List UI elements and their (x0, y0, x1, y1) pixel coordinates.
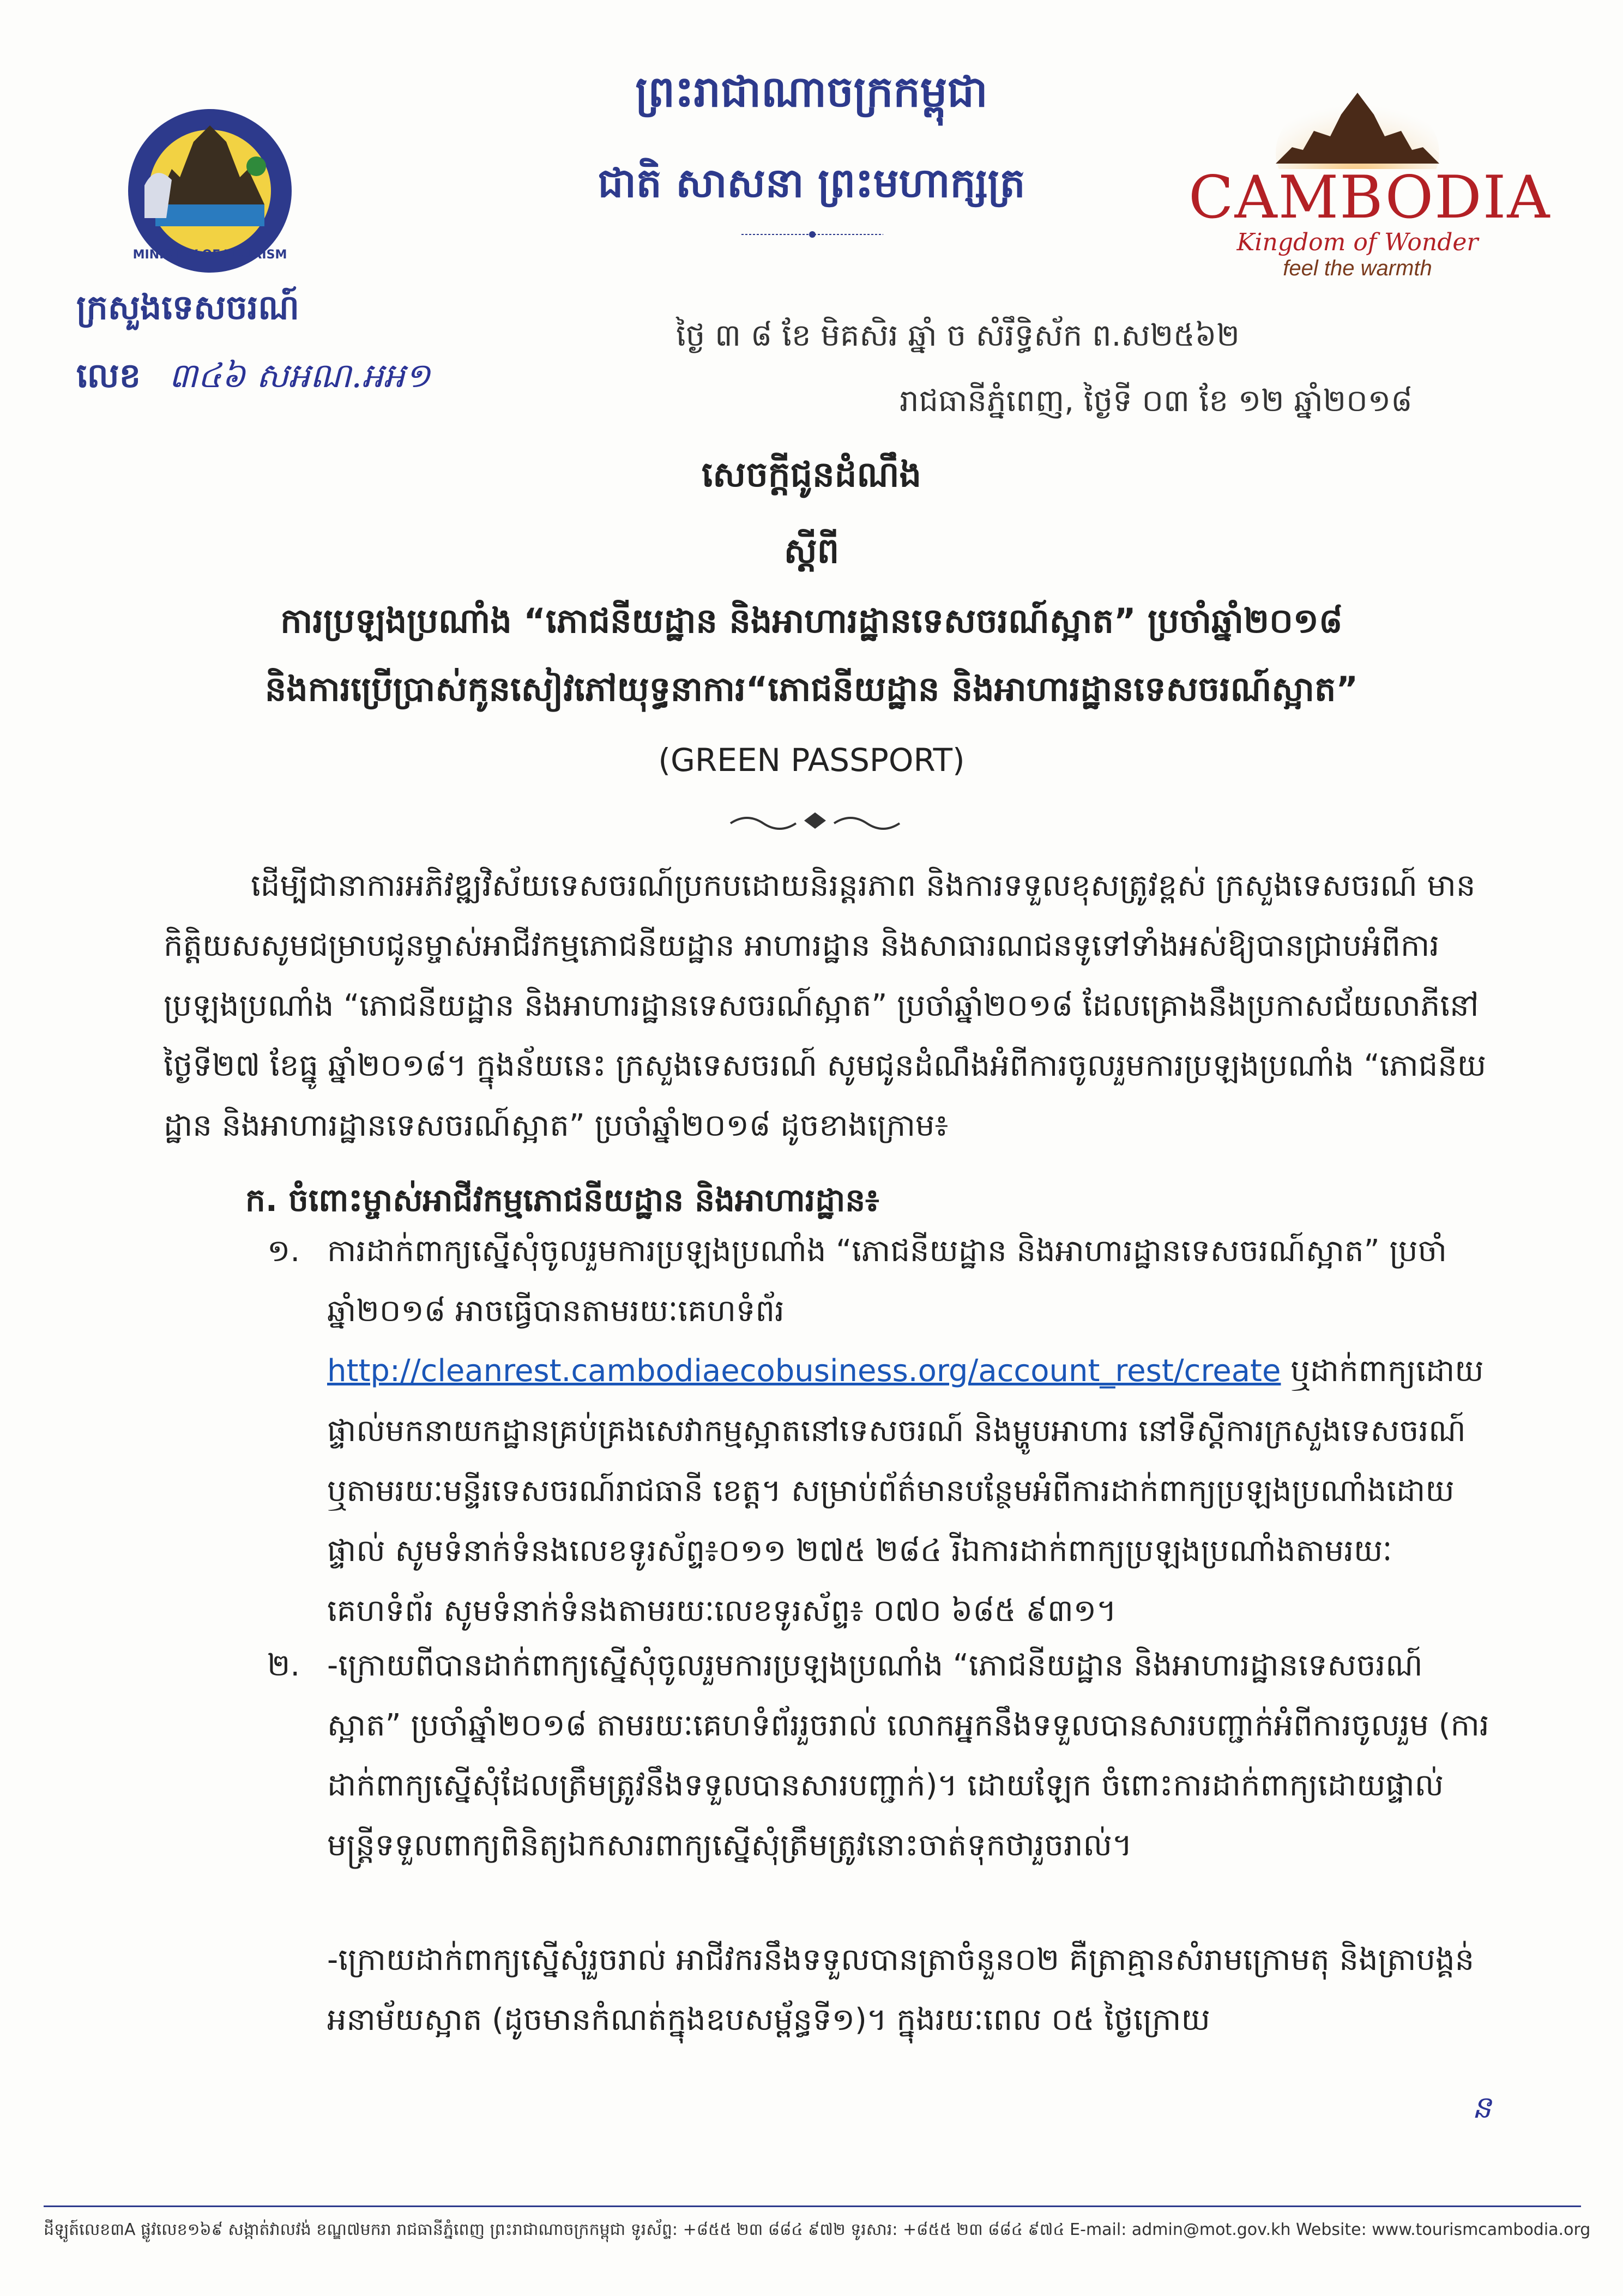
notice-title: សេចក្តីជូនដំណឹង (701, 455, 922, 495)
green-passport-label: (GREEN PASSPORT) (658, 742, 965, 779)
intro-paragraph: ដើម្បីជានាការអភិវឌ្ឍវិស័យទេសចរណ៍ប្រកបដោយនិរន្តរភាព និងការទទួលខុសត្រូវខ្ពស់ ក្រសួងទេសចរណ៍ មានកិត្តិយសសូមជម្រាបជូនម្ចាស់អាជីវកម្មភោជនីយដ្ឋាន អាហារដ្ឋាន និងសាធារណជនទូទៅទាំងអស់ឱ្យបានជ្រាបអំពីការប្រឡងប្រណាំង “ភោជនីយដ្ឋាន និងអាហារដ្ឋានទេសចរណ៍ស្អាត” ប្រចាំឆ្នាំ២០១៨ ដែលគ្រោងនឹងប្រកាសជ័យលាភីនៅថ្ងៃទី២៧ ខែធ្នូ ឆ្នាំ២០១៨។ ក្នុងន័យនេះ ក្រសួងទេសចរណ៍ សូមជូនដំណឹងអំពីការចូលរួមការប្រឡងប្រណាំង “ភោជនីយដ្ឋាន និងអាហារដ្ឋានទេសចរណ៍ស្អាត” ប្រចាំឆ្នាំ២០១៨ ដូចខាងក្រោម៖ (164, 868, 1487, 1143)
item-number: ២. (267, 1648, 300, 1683)
footer-address: ដីឡូត៍លេខ៣A ផ្លូវលេខ១៦៩ សង្កាត់វាលវង់ ខណ្ឌ៧មករា រាជធានីភ្នំពេញ ព្រះរាជាណាចក្រកម្ពុជា ទូរស័ព្ទ: +៨៥៥ ២៣ ៨៨៤ ៩៧២ ទូរសារ: +៨៥៥ ២៣ ៨៨៤ ៩៧៤ E-mail: admin@mot.gov.kh Website: www.tourismcambodia.org (44, 2220, 1591, 2239)
national-motto: ជាតិ សាសនា ព្រះមហាក្សត្រ (598, 160, 1025, 207)
letter-number-value: ៣៤៦ សអណ.អអ១ (168, 355, 431, 395)
lunar-date: ថ្ងៃ ៣ ៨ ខែ មិគសិរ ឆ្នាំ ច សំរឹទ្ធិស័ក ព.ស២៥៦២ (676, 318, 1240, 353)
item2-text: -ក្រោយពីបានដាក់ពាក្យស្នើសុំចូលរួមការប្រឡងប្រណាំង “ភោជនីយដ្ឋាន និងអាហារដ្ឋានទេសចរណ៍ស្អាត” ប្រចាំឆ្នាំ២០១៨ តាមរយៈគេហទំព័ររួចរាល់ លោកអ្នកនឹងទទួលបានសារបញ្ជាក់អំពីការចូលរួម (ការដាក់ពាក្យស្នើសុំដែលត្រឹមត្រូវនឹងទទួលបានសារបញ្ជាក់)។ ដោយឡែក ចំពោះការដាក់ពាក្យដោយផ្ទាល់ មន្ត្រីទទួលពាក្យពិនិត្យឯកសារពាក្យស្នើសុំត្រឹមត្រូវនោះចាត់ទុកថារួចរាល់។ (327, 1648, 1489, 1863)
notice-subject-label: ស្តីពី (783, 531, 840, 571)
ornament-divider (725, 807, 905, 834)
notice-subject-line2: និងការប្រើប្រាស់កូនសៀវភៅយុទ្ធនាការ“ភោជនីយដ្ឋាន និងអាហារដ្ឋានទេសចរណ៍ស្អាត” (264, 669, 1359, 709)
letter-number-label: លេខ (76, 355, 141, 395)
header-divider (741, 229, 883, 240)
item1-text-pre: ការដាក់ពាក្យស្នើសុំចូលរួមការប្រឡងប្រណាំង “ភោជនីយដ្ឋាន និងអាហារដ្ឋានទេសចរណ៍ស្អាត” ប្រចាំឆ្នាំ២០១៨ អាចធ្វើបានតាមរយៈគេហទំព័រ (327, 1233, 1447, 1329)
solar-date: រាជធានីភ្នំពេញ, ថ្ងៃទី ០៣ ខែ ១២ ឆ្នាំ២០១៨ (900, 383, 1413, 419)
item1-text-post: ឬដាក់ពាក្យដោយផ្ទាល់មកនាយកដ្ឋានគ្រប់គ្រងសេវាកម្មស្អាតនៅទេសចរណ៍ និងម្ហូបអាហារ នៅទីស្តីការក្រសួងទេសចរណ៍ ឬតាមរយៈមន្ទីរទេសចរណ៍រាជធានី ខេត្ត។ សម្រាប់ព័ត៌មានបន្ថែមអំពីការដាក់ពាក្យប្រឡងប្រណាំងដោយផ្ទាល់ សូមទំនាក់ទំនងលេខទូរស័ព្ទ៖០១១ ២៧៥ ២៨៤ រីឯការដាក់ពាក្យប្រឡងប្រណាំងតាមរយៈគេហទំព័រ សូមទំនាក់ទំនងតាមរយៈលេខទូរស័ព្ទ៖ ០៧០ ៦៨៥ ៩៣១។ (327, 1353, 1484, 1629)
registration-link[interactable]: http://cleanrest.cambodiaecobusiness.org/account_rest/create (327, 1353, 1281, 1389)
brand-name: CAMBODIA (1188, 164, 1551, 232)
letter-number (76, 354, 431, 404)
ministry-name: ក្រសួងទេសចរណ៍ (76, 287, 299, 327)
brand-tagline: Kingdom of Wonder (1236, 228, 1479, 256)
initial-mark: ន (1472, 2090, 1492, 2125)
seal-caption: MINISTRY OF TOURISM (132, 248, 287, 262)
section-a-heading: ក. ចំពោះម្ចាស់អាជីវកម្មភោជនីយដ្ឋាន និងអាហារដ្ឋាន៖ (245, 1182, 879, 1219)
item3-text: -ក្រោយដាក់ពាក្យស្នើសុំរួចរាល់ អាជីវករនឹងទទួលបានត្រាចំនួន០២ គឺត្រាគ្មានសំរាមក្រោមតុ និងត្រាបង្គន់អនាម័យស្អាត (ដូចមានកំណត់ក្នុងឧបសម្ព័ន្ធទី១)។ ក្នុងរយៈពេល ០៥ ថ្ងៃក្រោយ (327, 1942, 1475, 2038)
item-number: ១. (267, 1233, 300, 1269)
brand-slogan: feel the warmth (1283, 256, 1432, 280)
kingdom-heading: ព្រះរាជាណាចក្រកម្ពុជា (635, 68, 988, 117)
list-item (327, 1930, 1494, 2050)
notice-subject-line1: ការប្រឡងប្រណាំង “ភោជនីយដ្ឋាន និងអាហារដ្ឋានទេសចរណ៍ស្អាត” ប្រចាំឆ្នាំ២០១៨ (280, 601, 1343, 641)
list-item (267, 1221, 1494, 1641)
angkor-temple-icon (1270, 87, 1445, 169)
list-item (267, 1636, 1494, 1876)
footer-divider (44, 2205, 1581, 2207)
brand-block (1188, 164, 1551, 281)
